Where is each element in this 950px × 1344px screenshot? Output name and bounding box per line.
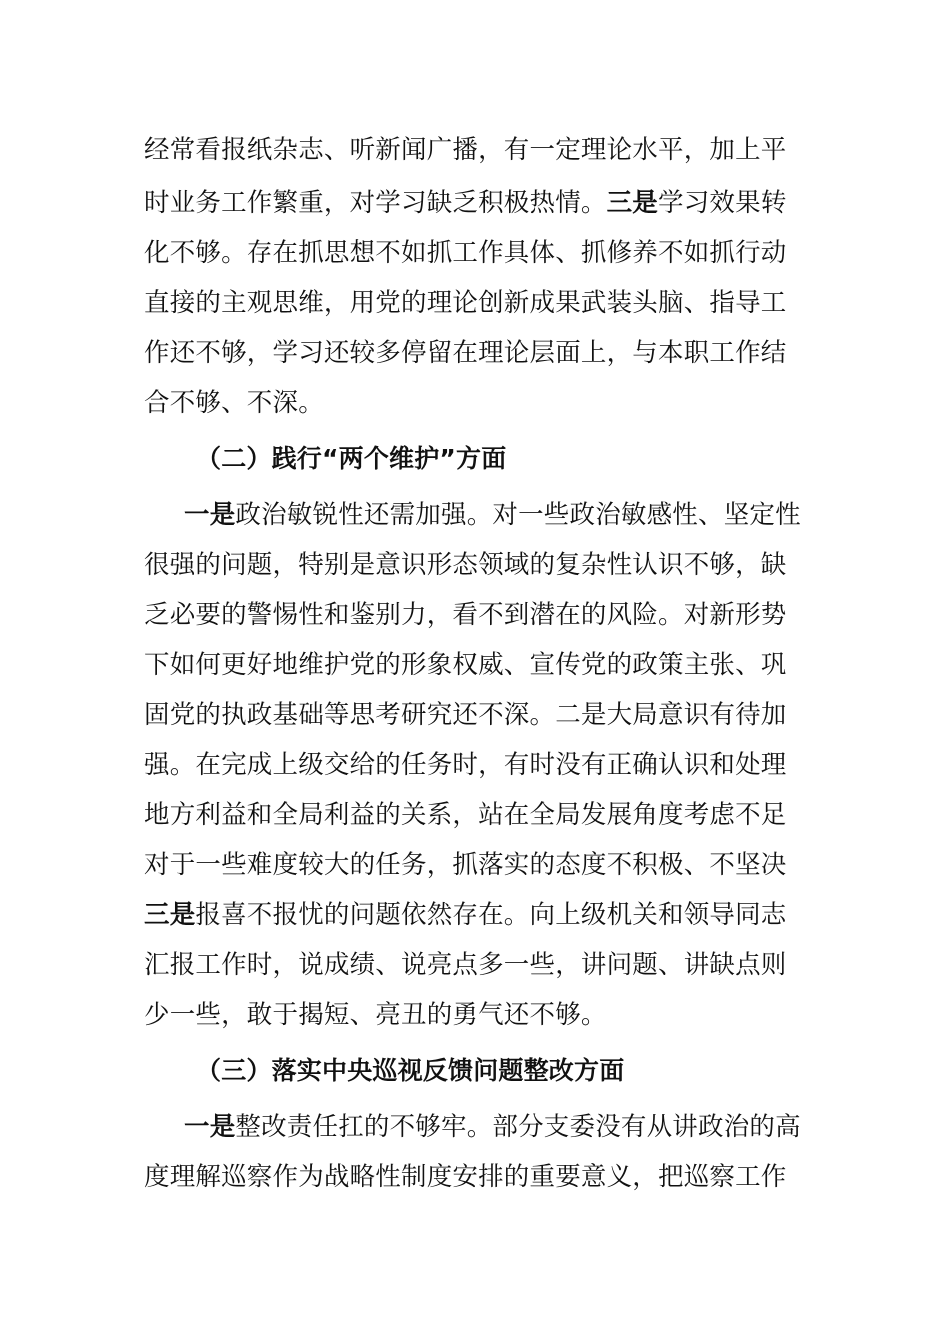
paragraph-line: [144, 890, 810, 940]
paragraph-line: [144, 278, 810, 328]
paragraph-line: 强。在完成上级交给的任务时，有时没有正确认识和处理: [144, 750, 787, 780]
text-run: 合不够、不深。: [144, 388, 324, 418]
paragraph-line: [144, 490, 810, 540]
text-run: 报喜不报忧的问题依然存在。向上级机关和领导同志: [195, 900, 787, 930]
text-run: 整改责任扛的不够牢。部分支委没有从讲政治的高: [235, 1112, 801, 1142]
text-run: 经常看报纸杂志、听新闻广播，有一定理论水平，加上平: [144, 135, 787, 165]
text-run: 政治敏锐性还需加强。对一些政治敏感性、坚定性: [235, 500, 801, 530]
bold-marker: 一是: [184, 1112, 236, 1142]
section-heading-2: （二）践行“两个维护”方面: [196, 444, 507, 473]
paragraph-line: [144, 378, 810, 428]
paragraph-line: [144, 178, 810, 228]
paragraph-line: [144, 328, 810, 378]
paragraph-line: 地方利益和全局利益的关系，站在全局发展角度考虑不足: [144, 800, 787, 830]
paragraph-line: [144, 1102, 810, 1152]
paragraph-line: 很强的问题，特别是意识形态领域的复杂性认识不够，缺: [144, 550, 787, 580]
paragraph-line: 少一些，敢于揭短、亮丑的勇气还不够。: [144, 1000, 607, 1030]
paragraph-line: [144, 228, 810, 278]
paragraph-line: [144, 123, 810, 178]
paragraph-line: 乏必要的警惕性和鉴别力，看不到潜在的风险。对新形势: [144, 600, 787, 630]
text-run: 时业务工作繁重，对学习缺乏积极热情。: [144, 188, 607, 218]
bold-marker: 三是: [144, 900, 196, 930]
text-run: 学习效果转: [658, 188, 787, 218]
paragraph-line: 固党的执政基础等思考研究还不深。二是大局意识有待加: [144, 700, 787, 730]
document-body: [144, 123, 810, 1202]
paragraph-line: 对于一些难度较大的任务，抓落实的态度不积极、不坚决: [144, 850, 787, 880]
text-run: 作还不够，学习还较多停留在理论层面上，与本职工作结: [144, 338, 787, 368]
paragraph-line: 下如何更好地维护党的形象权威、宣传党的政策主张、巩: [144, 650, 787, 680]
bold-marker: 三是: [606, 188, 659, 218]
section-heading-3: （三）落实中央巡视反馈问题整改方面: [196, 1056, 625, 1085]
text-run: 化不够。存在抓思想不如抓工作具体、抓修养不如抓行动: [144, 238, 787, 268]
paragraph-line: 汇报工作时，说成绩、说亮点多一些，讲问题、讲缺点则: [144, 950, 787, 980]
paragraph-line: 度理解巡察作为战略性制度安排的重要意义，把巡察工作: [144, 1162, 787, 1192]
text-run: 直接的主观思维，用党的理论创新成果武装头脑、指导工: [144, 288, 787, 318]
bold-marker: 一是: [184, 500, 236, 530]
